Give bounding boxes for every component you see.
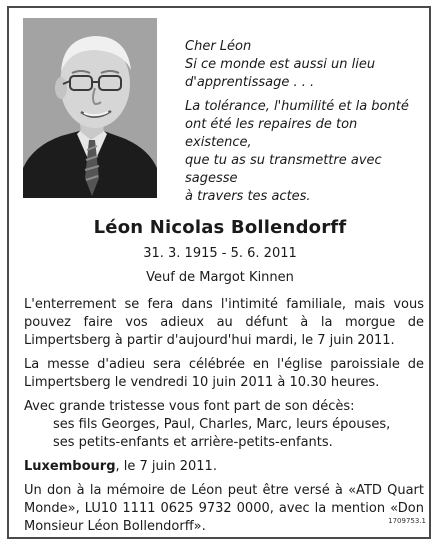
portrait-image bbox=[23, 18, 157, 198]
announcement-body bbox=[24, 296, 424, 542]
poem-block bbox=[185, 38, 420, 212]
family-line: ses petits-enfants et arrière-petits-enfants. bbox=[53, 435, 333, 450]
funeral-paragraph: L'enterrement se fera dans l'intimité familiale, mais vous pouvez faire vos adieux au défunt à la morgue de Limpertsberg à partir d'aujourd'hui mardi, le 7 juin 2011. bbox=[24, 297, 424, 348]
deceased-name: Léon Nicolas Bollendorff bbox=[93, 217, 347, 238]
reference-number: 1709753.1 bbox=[388, 517, 426, 525]
widow-note: Veuf de Margot Kinnen bbox=[146, 270, 294, 285]
poem-line: à travers tes actes. bbox=[185, 189, 311, 204]
life-dates: 31. 3. 1915 - 5. 6. 2011 bbox=[143, 246, 297, 261]
poem-stanza-2 bbox=[185, 98, 420, 206]
place-name: Luxembourg bbox=[24, 459, 116, 474]
poem-line: que tu as su transmettre avec sagesse bbox=[185, 153, 382, 186]
donation-paragraph: Un don à la mémoire de Léon peut être versé à «ATD Quart Monde», LU10 1111 0625 9732 0000, avec la mention «Don Monsieur Léon Bollendorff». bbox=[24, 483, 424, 534]
family-line: ses fils Georges, Paul, Charles, Marc, leurs épouses, bbox=[53, 417, 391, 432]
poem-line: Cher Léon bbox=[185, 39, 252, 54]
poem-line: La tolérance, l'humilité et la bonté bbox=[185, 99, 409, 114]
mass-paragraph: La messe d'adieu sera célébrée en l'église paroissiale de Limpertsberg le vendredi 10 juin 2011 à 10.30 heures. bbox=[24, 357, 424, 390]
poem-line: d'apprentissage . . . bbox=[185, 75, 315, 90]
place-date-line bbox=[24, 458, 424, 476]
poem-line: Si ce monde est aussi un lieu bbox=[185, 57, 376, 72]
place-date: , le 7 juin 2011. bbox=[115, 459, 217, 474]
grief-intro: Avec grande tristesse vous font part de son décès: bbox=[24, 399, 355, 414]
portrait-photo bbox=[23, 18, 157, 198]
poem-line: ont été les repaires de ton existence, bbox=[185, 117, 358, 150]
poem-stanza-1 bbox=[185, 38, 420, 92]
